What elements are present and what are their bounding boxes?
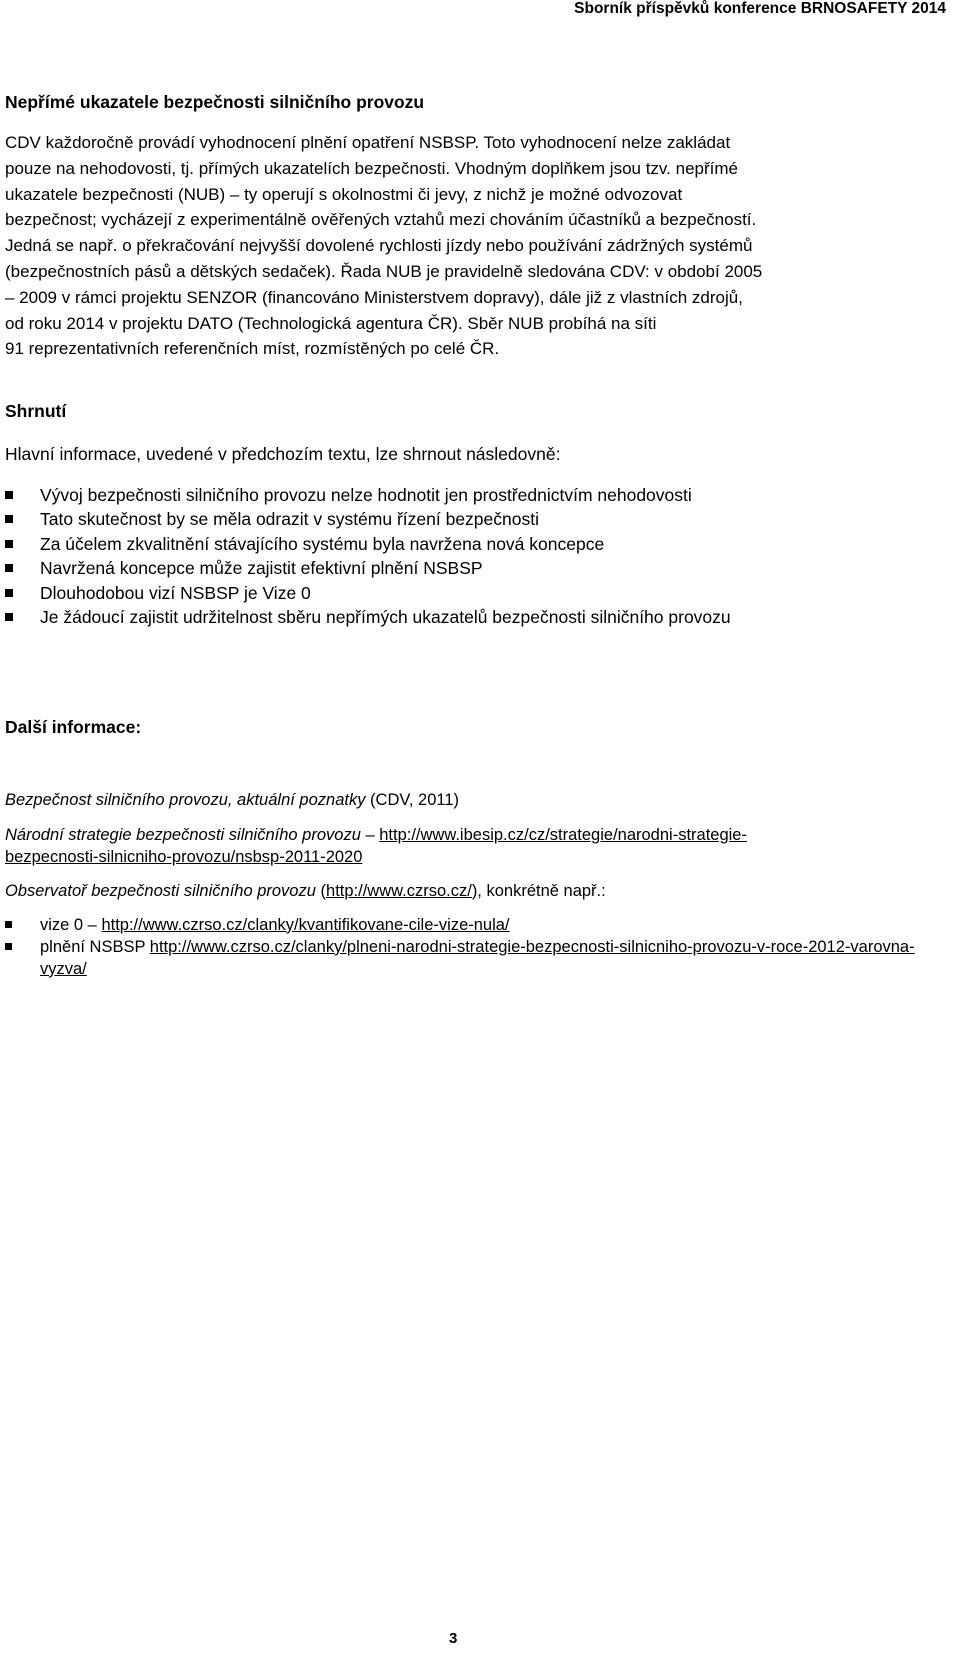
link-plneni-nsbsp[interactable]: http://www.czrso.cz/clanky/plneni-narodni-strategie-bezpecnosti-silnicniho-provozu-v-roce-2012-varovna-vyzva/ (40, 937, 915, 978)
paragraph-line: od roku 2014 v projektu DATO (Technologická agentura ČR). Sběr NUB probíhá na síti (5, 313, 657, 333)
paragraph-line: pouze na nehodovosti, tj. přímých ukazatelích bezpečnosti. Vhodným doplňkem jsou tzv. nepřímé (5, 158, 738, 178)
reference-1: Bezpečnost silničního provozu, aktuální poznatky (CDV, 2011) (5, 790, 460, 809)
paragraph-line: – 2009 v rámci projektu SENZOR (financováno Ministerstvem dopravy), dále již z vlastních zdrojů, (5, 287, 743, 307)
paragraph-line: bezpečnost; vycházejí z experimentálně ověřených vztahů mezi chováním účastníků a bezpečností. (5, 210, 757, 230)
paragraph-line: ukazatele bezpečnosti (NUB) – ty operují s okolnostmi či jevy, z nichž je možné odvozovat (5, 184, 683, 204)
paragraph-line: CDV každoročně provádí vyhodnocení plnění opatření NSBSP. Toto vyhodnocení nelze zakládat (5, 133, 731, 152)
list-item: Navržená koncepce může zajistit efektivní plnění NSBSP (5, 556, 942, 581)
square-bullet-icon (5, 921, 12, 928)
page-number: 3 (449, 1630, 458, 1647)
summary-list (5, 483, 942, 630)
square-bullet-icon (5, 589, 13, 597)
link-nsbsp[interactable]: http://www.ibesip.cz/cz/strategie/narodni-strategie- bezpecnosti-silnicniho-provozu/nsbsp-2011-2020 (5, 825, 747, 866)
list-item: vize 0 – http://www.czrso.cz/clanky/kvantifikovane-cile-vize-nula/ (5, 914, 942, 936)
links-list (5, 914, 942, 980)
list-item: Vývoj bezpečnosti silničního provozu nelze hodnotit jen prostřednictvím nehodovosti (5, 483, 942, 508)
square-bullet-icon (5, 540, 13, 548)
reference-2: Národní strategie bezpečnosti silničního provozu – http://www.ibesip.cz/cz/strategie/narodni-strategie- bezpecnosti-silnicniho-provozu/nsbsp-2011-2020 (5, 825, 747, 866)
list-item: Je žádoucí zajistit udržitelnost sběru nepřímých ukazatelů bezpečnosti silničního provozu (5, 605, 942, 630)
paragraph-line: Jedná se např. o překračování nejvyšší dovolené rychlosti jízdy nebo používání zádržných systémů (5, 236, 753, 256)
square-bullet-icon (5, 613, 13, 621)
summary-intro: Hlavní informace, uvedené v předchozím textu, lze shrnout následovně: (5, 444, 561, 465)
square-bullet-icon (5, 515, 13, 523)
section-heading-shrnuti: Shrnutí (5, 401, 67, 422)
square-bullet-icon (5, 491, 13, 499)
square-bullet-icon (5, 943, 12, 950)
paragraph-line: 91 reprezentativních referenčních míst, rozmístěných po celé ČR. (5, 339, 500, 359)
square-bullet-icon (5, 564, 13, 572)
section-heading-nub: Nepřímé ukazatele bezpečnosti silničního provozu (5, 92, 425, 112)
paragraph-nub (5, 130, 942, 362)
link-czrso[interactable]: http://www.czrso.cz/ (326, 881, 472, 900)
section-heading-dalsi: Další informace: (5, 716, 142, 737)
list-item: Tato skutečnost by se měla odrazit v systému řízení bezpečnosti (5, 507, 942, 532)
list-item: plnění NSBSP http://www.czrso.cz/clanky/plneni-narodni-strategie-bezpecnosti-silnicniho-provozu-v-roce-2012-varovna-vyzva/ (5, 936, 942, 980)
list-item: Dlouhodobou vizí NSBSP je Vize 0 (5, 581, 942, 606)
paragraph-line: (bezpečnostních pásů a dětských sedaček). Řada NUB je pravidelně sledována CDV: v období 2005 (5, 261, 763, 281)
list-item: Za účelem zkvalitnění stávajícího systému byla navržena nová koncepce (5, 532, 942, 557)
link-vize-0[interactable]: http://www.czrso.cz/clanky/kvantifikovane-cile-vize-nula/ (101, 915, 510, 934)
reference-3: Observatoř bezpečnosti silničního provozu (http://www.czrso.cz/), konkrétně např.: (5, 881, 606, 900)
running-header: Sborník příspěvků konference BRNOSAFETY 2014 (574, 0, 946, 17)
document-body (5, 92, 942, 980)
